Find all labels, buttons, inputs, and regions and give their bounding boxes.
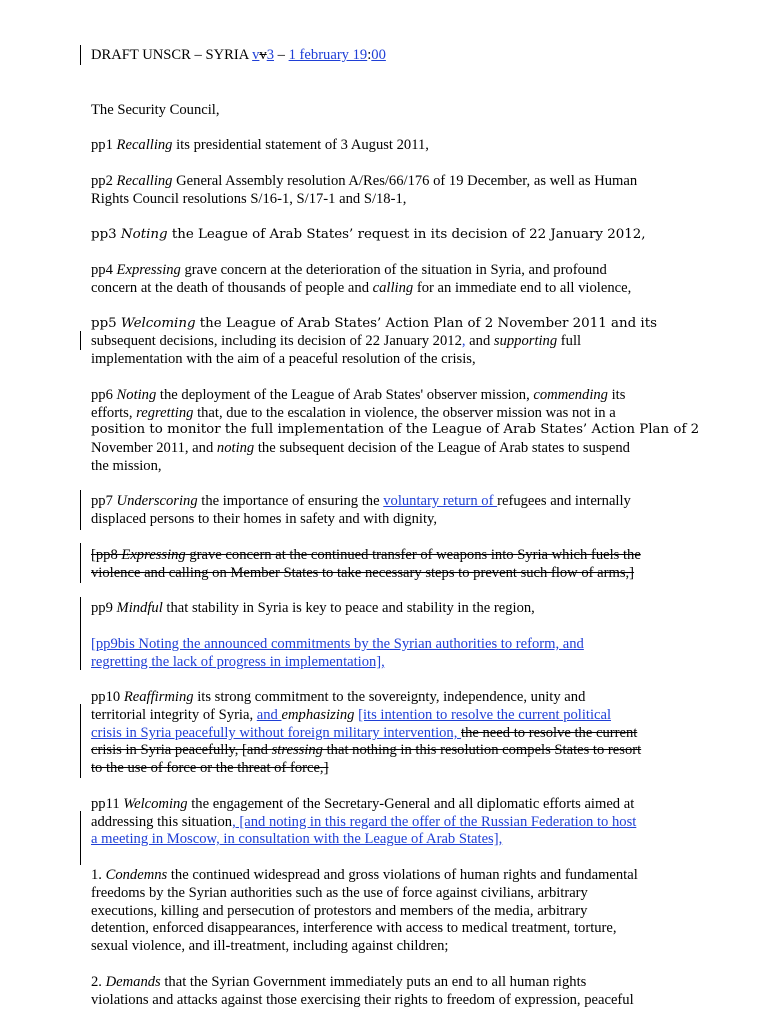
op2-verb: Demands [105,974,161,990]
pp11-line-2 [91,813,636,831]
pp10-line-5: to the use of force or the threat of force,] [91,760,329,776]
pp10-text: its strong commitment to the sovereignty, independence, unity and [193,689,586,705]
pp6-line-4 [91,439,630,457]
pp10-insertion-3: crisis in Syria peacefully without foreign military intervention, [91,725,462,741]
op2-line-1 [91,973,586,991]
pp6-line-5: the mission, [91,458,162,474]
pp4-line-1 [91,261,607,279]
change-bar [80,597,81,670]
pp3-line [91,226,646,244]
pp10-text-4b: that nothing in this resolution compels States to resort [322,742,642,758]
op1-text: the continued widespread and gross violations of human rights and fundamental [167,867,638,883]
pp7-line-2: displaced persons to their homes in safety and with dignity, [91,511,437,527]
pp6-verb-2: regretting [136,405,194,421]
pp8-text-1a: [pp8 [91,547,122,563]
pp3-text: the League of Arab States’ request in its decision of 22 January 2012, [167,227,646,242]
pp7-text-1b: refugees and internally [497,493,631,509]
pp5-text-2a: subsequent decisions, including its decision of 22 January 2012 [91,333,462,349]
pp6-line-3: position to monitor the full implementation of the League of Arab States’ Action Plan of 2 [91,422,700,437]
pp5-verb: Welcoming [120,316,196,331]
pp11-number: pp11 [91,796,124,812]
pp5-text: the League of Arab States’ Action Plan of 2 November 2011 and its [195,316,657,331]
pp6-number: pp6 [91,387,117,403]
header-version-new: 3 [266,47,275,63]
pp5-line-2 [91,332,581,350]
pp11-verb: Welcoming [123,796,188,812]
change-bar [80,543,81,583]
pp9-line [91,599,535,617]
pp2-line-1 [91,172,637,190]
pp4-number: pp4 [91,262,117,278]
pp5-text-2c: full [557,333,582,349]
pp6-text-4a: November 2011, and [91,440,217,456]
pp10-verb-4: stressing [271,742,323,758]
pp10-insertion-1: and [256,707,282,723]
pp10-insertion-2: [its intention to resolve the current political [358,707,612,723]
pp2-line-2: Rights Council resolutions S/16-1, S/17-1 and S/18-1, [91,191,407,207]
pp7-verb: Underscoring [116,493,198,509]
pp11-insertion-2: , [and noting in this regard the offer of the Russian Federation to host [232,814,637,830]
op1-verb: Condemns [105,867,168,883]
pp5-line-3: implementation with the aim of a peaceful resolution of the crisis, [91,351,476,367]
pp7-number: pp7 [91,493,117,509]
pp11-line-1 [91,795,634,813]
op2-text: that the Syrian Government immediately puts an end to all human rights [160,974,587,990]
pp9-verb: Mindful [116,600,163,616]
pp9bis-line-2: regretting the lack of progress in implementation], [91,654,385,670]
header-version-inserted: v [252,47,260,63]
pp6-verb-4: noting [216,440,255,456]
intro-text: The Security Council, [91,102,220,118]
pp5-verb-2: supporting [493,333,558,349]
pp10-verb: Reaffirming [123,689,194,705]
pp6-text-2b: that, due to the escalation in violence, the observer mission was not in a [193,405,616,421]
pp11-line-3: a meeting in Moscow, in consultation with the League of Arab States], [91,831,503,847]
pp1-verb: Recalling [116,137,173,153]
op1-number: 1. [91,867,106,883]
pp7-text-1a: the importance of ensuring the [197,493,384,509]
pp6-line-2 [91,404,616,422]
pp2-text: General Assembly resolution A/Res/66/176 of 19 December, as well as Human [172,173,638,189]
pp10-deletion-3: the need to resolve the current [461,725,638,741]
pp10-line-3 [91,724,637,742]
pp9-text: that stability in Syria is key to peace and stability in the region, [162,600,535,616]
change-bar [80,331,81,350]
header-time: 00 [371,47,386,63]
pp7-insertion: voluntary return of [383,493,498,509]
pp4-text-2a: concern at the death of thousands of people and [91,280,373,296]
change-bar [80,811,81,865]
pp5-line-1 [91,315,657,333]
op2-line-2: violations and attacks against those exercising their rights to freedom of expression, peaceful [91,992,634,1008]
op1-line-3: executions, killing and persecution of protestors and members of the media, arbitrary [91,903,588,919]
pp1-line [91,136,429,154]
pp10-text-4a: crisis in Syria peacefully, [and [91,742,272,758]
pp6-text-4b: the subsequent decision of the League of Arab states to suspend [254,440,630,456]
pp8-text-1b: grave concern at the continued transfer of weapons into Syria which fuels the [185,547,641,563]
header-version-deleted: v [259,47,267,63]
pp5-insertion: , [461,333,466,349]
pp2-verb: Recalling [116,173,173,189]
pp4-verb: Expressing [116,262,181,278]
pp10-line-2 [91,706,611,724]
pp1-text: its presidential statement of 3 August 2011, [172,137,429,153]
op1-line-2: freedoms by the Syrian authorities such as the use of force against civilians, arbitrary [91,885,588,901]
pp1-number: pp1 [91,137,117,153]
pp3-verb: Noting [120,227,168,242]
change-bar [80,45,81,65]
header-colon: : [367,47,372,63]
op2-number: 2. [91,974,106,990]
change-bar [80,490,81,530]
header-date: 1 february 19 [288,47,368,63]
change-bar [80,704,81,778]
pp10-text-2a: territorial integrity of Syria, [91,707,257,723]
header-separator: – [274,47,289,63]
header-prefix: DRAFT UNSCR – SYRIA [91,47,253,63]
pp3-number: pp3 [91,227,121,242]
pp6-text-2a: efforts, [91,405,137,421]
pp4-line-2 [91,279,631,297]
pp6-text-1b: its [607,387,626,403]
op1-line-4: detention, enforced disappearances, interference with access to medical treatment, torture, [91,920,617,936]
pp8-line-1 [91,546,641,564]
pp4-verb-2: calling [372,280,414,296]
pp5-number: pp5 [91,316,121,331]
pp10-number: pp10 [91,689,124,705]
pp10-line-4 [91,741,641,759]
document-header [91,46,386,64]
pp11-text-2a: addressing this situation [91,814,233,830]
pp8-line-2: violence and calling on Member States to take necessary steps to prevent such flow of arms,] [91,565,635,581]
pp10-line-1 [91,688,585,706]
pp6-text-1a: the deployment of the League of Arab States' observer mission, [156,387,534,403]
pp9-number: pp9 [91,600,117,616]
pp11-text: the engagement of the Secretary-General and all diplomatic efforts aimed at [187,796,635,812]
pp5-text-2b: and [465,333,494,349]
pp7-line-1 [91,492,631,510]
pp4-text: grave concern at the deterioration of the situation in Syria, and profound [180,262,607,278]
pp10-verb-2: emphasizing [281,707,355,723]
pp8-verb: Expressing [121,547,186,563]
pp2-number: pp2 [91,173,117,189]
op1-line-5: sexual violence, and ill-treatment, including against children; [91,938,449,954]
pp9bis-line-1: [pp9bis Noting the announced commitments by the Syrian authorities to reform, and [91,636,584,652]
pp6-verb: Noting [116,387,157,403]
pp6-verb-1: commending [533,387,608,403]
pp6-line-1 [91,386,625,404]
pp4-text-2b: for an immediate end to all violence, [413,280,632,296]
op1-line-1 [91,866,638,884]
